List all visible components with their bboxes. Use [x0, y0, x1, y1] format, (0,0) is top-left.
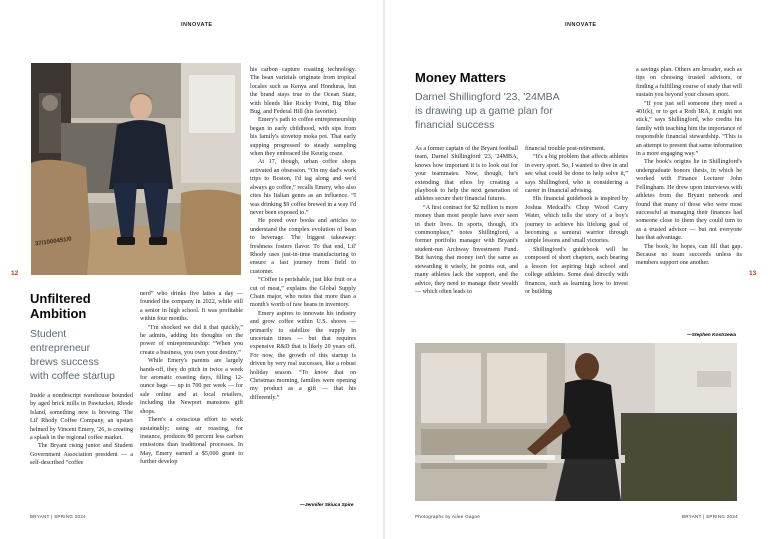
article-column: [140, 290, 243, 509]
paragraph: The Bryant rising junior and Student Government Association president — a self-described “coffee: [30, 443, 133, 467]
article-column: [415, 145, 518, 338]
paragraph: Emery's path to coffee entrepreneurship began in early childhood, with sips from his family's stovetop moka pot. That early supping progressed to steady sampling when they embraced the Keurig craze.: [250, 117, 356, 158]
sack-label: 37/1000451/0: [34, 236, 72, 248]
paragraph: his carbon capture roasting technology. The bean varietals originate from tropical locales such as Kenya and Honduras, but the brand stays true to the Ocean State, with blends like Rocky Point, Big Blue Bug, and Federal Hill (his favorite).: [250, 67, 356, 116]
paragraph: There's a conscious effort to work sustainably; using air roasting, for instance, produces 80 percent less carbon emissions than traditional processes. In May, Emery earned a $5,000 grant to further develop: [140, 417, 243, 466]
article-column: [636, 66, 742, 332]
article-column: [250, 66, 356, 502]
subtitle-line: with coffee startup: [30, 370, 116, 382]
byline: —Stephen Kostrzewa: [687, 333, 737, 338]
left-page: [0, 0, 383, 539]
article-title: Money Matters: [415, 70, 507, 85]
paragraph: Shillingford's guidebook will be composed of short chapters, each bearing a lesson for aspiring high school and college athletes. Some deal directly with finances, such as learning how to invest or building: [525, 246, 628, 295]
photo-coffee-entrepreneur: [31, 63, 241, 275]
paragraph: “A first contract for $2 million is more money than most people have ever seen in their lives. In sports, though, it's commonplace,” notes Shillingford, a former portfolio manager with Bryant's student-run Archway Investment Fund. But having that money isn't the same as stewarding it wisely, he points out, and many athletes lack the support, and the advice, they need to manage their wealth — which often leads to: [415, 204, 518, 295]
paragraph: “I'm shocked we did it that quickly,” he admits, adding his thoughts on the power of entrepreneurship: “When you create a business, you own your destiny.”: [140, 324, 243, 356]
paragraph: As a former captain of the Bryant football team, Darnel Shillingford '23, '24MBA, knows how important it is to look out for your teammates. Now, though, he's extending that ethos by creating a playbook to help the next generation of athletes secure their financial futures.: [415, 146, 518, 203]
paragraph: He pored over books and articles to understand the complex evolution of bean to beverage. The biggest takeaway: freshness fosters flavor. To that end, Lil' Rhody uses just-in-time manufacturing to ensure a fast journey from field to customer.: [250, 218, 356, 275]
subtitle-line: is drawing up a game plan for: [415, 105, 553, 117]
photo-credit: Photographs by Ailee Gagne: [415, 514, 481, 519]
paragraph: While Emery's parents are largely hands-off, they do pitch in twice a week for aromatic roasting days, filling 12-ounce bags — up to 700 per week — for sale online and at local retailers, including the Newport mansions gift shops.: [140, 358, 243, 415]
article-subtitle: [30, 327, 115, 383]
page-number: 13: [749, 270, 757, 277]
paragraph: “Coffee is perishable, just like fruit or a cut of meat,” explains the Global Supply Chain major, who notes that more than a month's worth of raw beans in inventory.: [250, 277, 356, 309]
title-line: Ambition: [30, 306, 87, 321]
section-label: INNOVATE: [181, 22, 213, 28]
paragraph: “If you just sell someone they need a 401(k), or to get a Roth IRA, it might not stick,” says Shillingford, who credits his family with teaching him the importance of responsible financial stewardship. “This is an attempt to present that same information in a more engaging way.”: [636, 100, 742, 158]
byline: —Jennifer Skiuca Spire: [300, 503, 354, 508]
subtitle-line: Student: [30, 328, 67, 340]
paragraph: The book's origins lie in Shillingford's undergraduate honors thesis, in which he worked with Finance Lecturer John Fellingham. He drew upon interviews with athletes from the Bryant network and found that many of those who were most successful at managing their finances had someone close to them they could turn to as a trusted advisor — but not everyone has that advantage.: [636, 159, 742, 242]
paragraph: nerd” who drinks five lattes a day — founded the company in 2022, while still a senior in high school. It was profitable within four months.: [140, 291, 243, 323]
footer: BRYANT | SPRING 2024: [682, 514, 738, 519]
photo-money-matters: [415, 343, 737, 501]
paragraph: financial trouble post-retirement.: [525, 146, 606, 152]
paragraph: The book, he hopes, can fill that gap. Because no team succeeds unless its members support one another.: [636, 243, 742, 267]
paragraph: Inside a nondescript warehouse bounded by aged brick mills in Pawtucket, Rhode Island, something new is brewing. The Lil' Rhody Coffee Company, an upstart helmed by Vincent Emery, '26, is creating a splash in the regional coffee market.: [30, 393, 133, 442]
paragraph: His financial guidebook is inspired by Joshua Medcalf's Chop Wood Carry Water, which tells the story of a boy's journey to achieve his lifelong goal of becoming a samurai warrior through simple lessons and small victories.: [525, 196, 628, 245]
paragraph: a savings plan. Others are broader, such as tips on choosing trusted advisors, or finding a fulfilling course of study that will sustain you beyond your chosen sport.: [636, 67, 742, 99]
subtitle-line: brews success: [30, 356, 99, 368]
footer: BRYANT | SPRING 2024: [30, 514, 86, 519]
paragraph: At 17, though, urban coffee shops activated an obsession. “On my dad's work trips to Boston, I'd tag along and we'd always go coffee,” recalls Emery, who also cites his Italian genes as an influence. “I was drinking $9 coffee brewed in a way I'd never been exposed to.”: [250, 159, 356, 216]
article-title: [30, 291, 91, 321]
right-page: [385, 0, 768, 539]
paragraph: “It's a big problem that affects athletes in every sport. So, I wanted to dive in and see what could be done to help solve it,” says Shillingford, who is considering a career in financial advising.: [525, 154, 628, 195]
article-subtitle: [415, 90, 560, 132]
article-column: [30, 392, 133, 509]
section-label: INNOVATE: [565, 22, 597, 28]
paragraph: Emery aspires to innovate his industry and grow coffee within U.S. shores — primarily to stabilize the supply in uncertain times — but that requires expensive R&D that is likely 20 years off. For now, the growth of this startup is driven by very real successes, like a robust holiday season. “To know that on Christmas morning, families were opening my product as a gift — that his differently.”: [250, 310, 356, 401]
subtitle-line: entrepreneur: [30, 342, 91, 354]
title-line: Unfiltered: [30, 291, 91, 306]
subtitle-line: Darnel Shillingford '23, '24MBA: [415, 91, 560, 103]
page-number: 12: [11, 270, 19, 277]
article-column: [525, 145, 628, 338]
subtitle-line: financial success: [415, 119, 495, 131]
